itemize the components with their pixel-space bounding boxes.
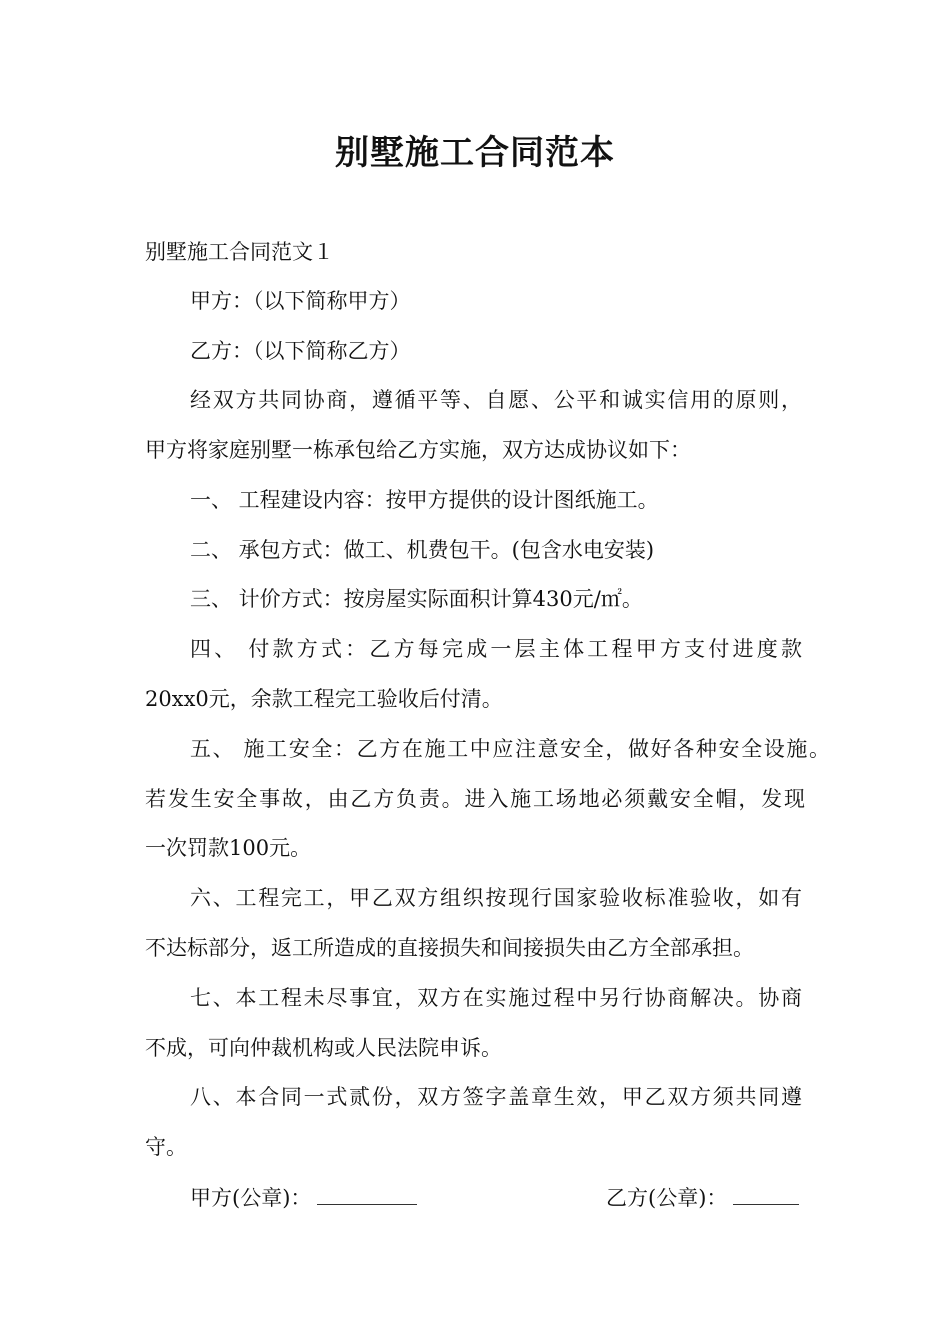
clause-4-line-2: 20xx0元，余款工程完工验收后付清。 <box>145 687 503 711</box>
party-b-line: 乙方：（以下简称乙方） <box>190 339 411 363</box>
clause-5-line-2: 若发生安全事故，由乙方负责。进入施工场地必须戴安全帽，发现 <box>145 787 805 811</box>
clause-3: 三、 计价方式：按房屋实际面积计算430元/㎡。 <box>190 587 643 611</box>
document-title: 别墅施工合同范本 <box>335 133 615 173</box>
signature-party-b <box>606 1182 799 1213</box>
clause-4-line-1: 四、 付款方式：乙方每完成一层主体工程甲方支付进度款 <box>190 637 802 661</box>
signature-party-b-label: 乙方(公章)： <box>606 1186 728 1210</box>
clause-6-line-2: 不达标部分，返工所造成的直接损失和间接损失由乙方全部承担。 <box>145 936 754 960</box>
clause-5-line-3: 一次罚款100元。 <box>145 836 312 860</box>
clause-2: 二、 承包方式：做工、机费包干。(包含水电安装) <box>190 538 655 562</box>
clause-6-line-1: 六、工程完工，甲乙双方组织按现行国家验收标准验收，如有 <box>190 886 802 910</box>
signature-party-a <box>190 1182 417 1213</box>
clause-7-line-2: 不成，可向仲裁机构或人民法院申诉。 <box>145 1036 502 1060</box>
signature-party-a-blank <box>317 1182 417 1205</box>
signature-party-b-blank <box>733 1182 799 1205</box>
clause-8-line-1: 八、本合同一式贰份，双方签字盖章生效，甲乙双方须共同遵 <box>190 1085 802 1109</box>
intro-line-2: 甲方将家庭别墅一栋承包给乙方实施，双方达成协议如下： <box>145 438 691 462</box>
clause-5-line-1: 五、 施工安全：乙方在施工中应注意安全，做好各种安全设施。 <box>190 737 830 761</box>
document-subtitle: 别墅施工合同范文１ <box>145 240 334 264</box>
clause-1: 一、 工程建设内容：按甲方提供的设计图纸施工。 <box>190 488 659 512</box>
party-a-line: 甲方：（以下简称甲方） <box>190 289 411 313</box>
clause-7-line-1: 七、本工程未尽事宜，双方在实施过程中另行协商解决。协商 <box>190 986 802 1010</box>
intro-line-1: 经双方共同协商，遵循平等、自愿、公平和诚实信用的原则， <box>190 388 802 412</box>
signature-party-a-label: 甲方(公章)： <box>190 1186 312 1210</box>
clause-8-line-2: 守。 <box>145 1135 187 1159</box>
